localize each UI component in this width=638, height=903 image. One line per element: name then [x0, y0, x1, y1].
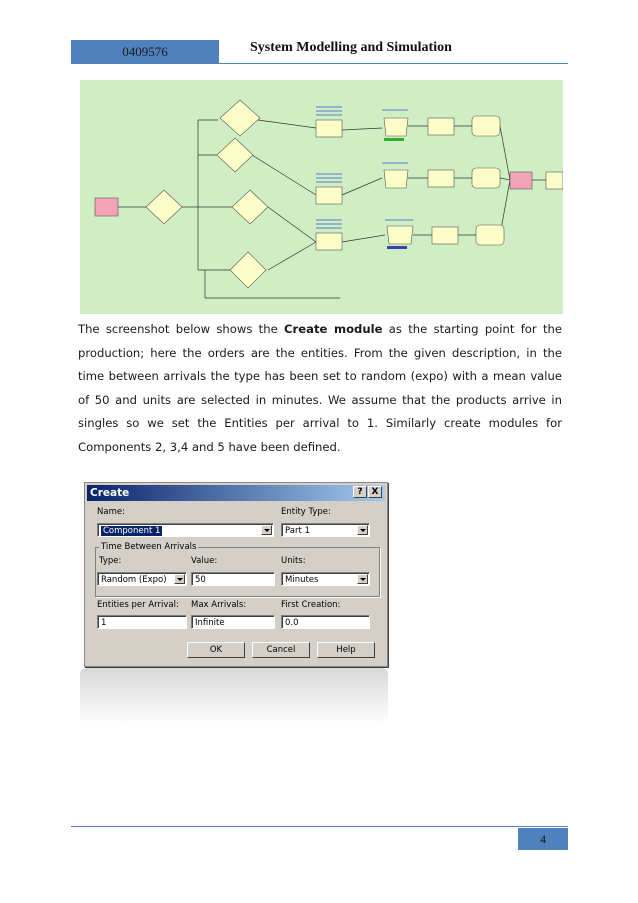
units-select[interactable] — [281, 572, 370, 586]
chevron-down-icon[interactable] — [357, 574, 368, 584]
first-creation-input[interactable]: 0.0 — [281, 615, 370, 629]
paragraph-bold-term: Create module — [284, 322, 383, 336]
header-title: System Modelling and Simulation — [250, 40, 452, 55]
footer-rule — [71, 826, 568, 827]
entity-type-value: Part 1 — [285, 526, 310, 536]
create-dialog — [84, 482, 388, 667]
help-button[interactable]: Help — [317, 642, 375, 658]
paragraph-text-2: as the starting point for the production; here the orders are the entities. From the given description, in the time between arrivals the type has been set to random (expo) with a mean value of 50 and units are selected in minutes. We assume that the products arrive in singles so we set the Entities per arrival to 1. Similarly create modules for Components 2, 3,4 and 5 have been defined. — [78, 322, 562, 454]
chevron-down-icon[interactable] — [357, 525, 368, 535]
chevron-down-icon[interactable] — [174, 574, 185, 584]
dialog-title: Create — [90, 487, 130, 499]
max-arrivals-label: Max Arrivals: — [191, 600, 247, 610]
entities-per-arrival-label: Entities per Arrival: — [97, 600, 179, 610]
first-creation-label: First Creation: — [281, 600, 341, 610]
body-paragraph — [78, 318, 562, 460]
value-label: Value: — [191, 556, 218, 566]
paragraph-text-1: The screenshot below shows the — [78, 322, 285, 336]
name-selected-value: Component 1 — [103, 526, 161, 536]
arena-model-diagram — [80, 80, 563, 314]
type-value: Random (Expo) — [101, 575, 167, 585]
entities-per-arrival-input[interactable]: 1 — [97, 615, 187, 629]
max-arrivals-input[interactable]: Infinite — [191, 615, 275, 629]
header-student-id: 0409576 — [71, 40, 219, 63]
entity-type-select[interactable] — [281, 523, 370, 537]
units-label: Units: — [281, 556, 306, 566]
value-input[interactable]: 50 — [191, 572, 275, 586]
dialog-reflection — [80, 668, 388, 724]
name-label: Name: — [97, 507, 125, 517]
entity-type-label: Entity Type: — [281, 507, 331, 517]
time-between-arrivals-label: Time Between Arrivals — [101, 542, 197, 552]
page-number: 4 — [518, 828, 568, 850]
help-question-button[interactable]: ? — [353, 486, 367, 498]
header-rule — [71, 63, 568, 64]
units-value: Minutes — [285, 575, 319, 585]
close-button[interactable]: X — [368, 486, 382, 498]
flowchart-image — [80, 80, 563, 314]
ok-button[interactable]: OK — [187, 642, 245, 658]
dialog-titlebar[interactable] — [87, 485, 385, 501]
cancel-button[interactable]: Cancel — [252, 642, 310, 658]
type-select[interactable] — [97, 572, 187, 586]
chevron-down-icon[interactable] — [261, 525, 272, 535]
type-label: Type: — [99, 556, 122, 566]
name-select[interactable] — [97, 523, 274, 537]
